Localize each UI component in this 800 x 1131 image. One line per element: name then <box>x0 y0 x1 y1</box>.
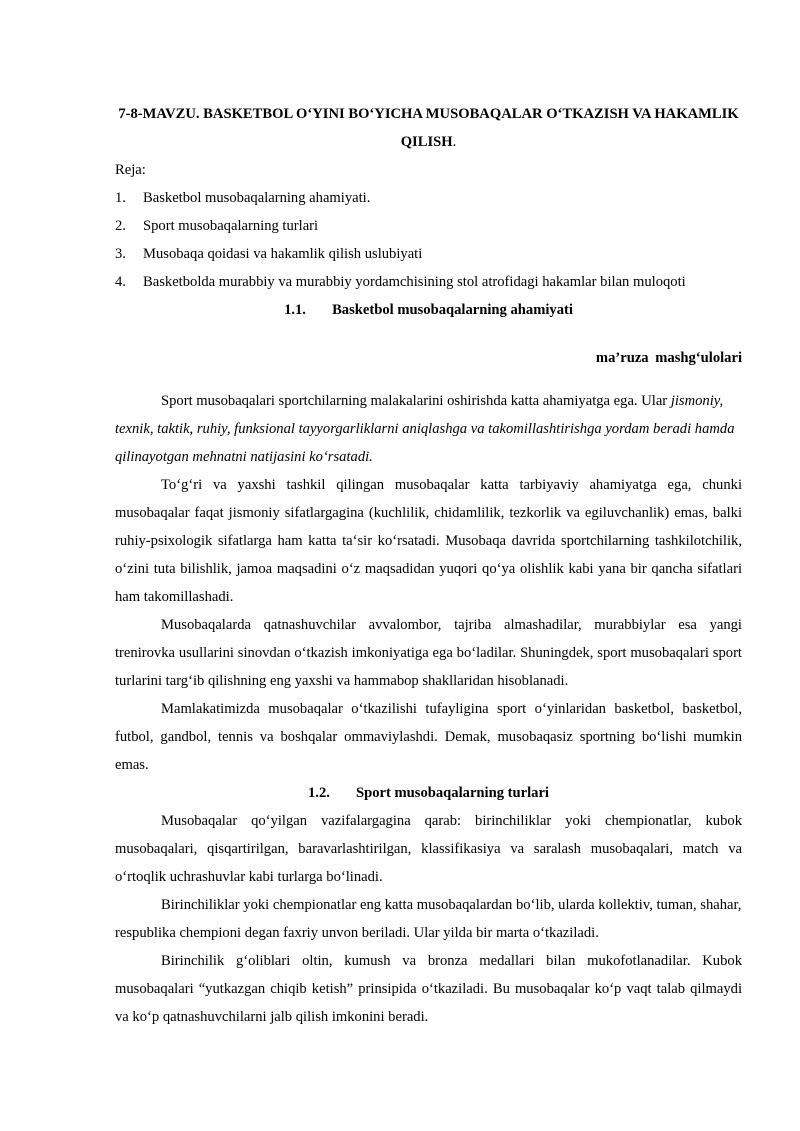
paragraph <box>115 387 742 471</box>
plan-item-number: 4. <box>115 274 126 290</box>
plan-item <box>115 212 742 240</box>
paragraph: Musobaqalar qo‘yilgan vazifalargagina qarab: birinchiliklar yoki chempionatlar, kubok musobaqalari, qisqartirilgan, baravarlashtirilgan, klassifikasiya va saralash musobaqalari, match va o‘rtoqlik uchrashuvlar kabi turlarga bo‘linadi. <box>115 812 742 885</box>
plan-item <box>115 240 742 268</box>
paragraph: Birinchilik g‘oliblari oltin, kumush va bronza medallari bilan mukofotlanadilar. Kubok musobaqalari “yutkazgan chiqib ketish” prinsipida o‘tkaziladi. Bu musobaqalar ko‘p vaqt talab qilmaydi va ko‘p qatnashuvchilarni jalb qilish imkonini beradi. <box>115 952 742 1025</box>
plan-item-number: 1. <box>115 190 126 206</box>
paragraph-italic-text: jismoniy, texnik, taktik, ruhiy, funksional tayyorgarliklarni aniqlashga va takomillashtirishga yordam beradi hamda qilinayotgan mehnatni natijasini ko‘rsatadi. <box>115 392 735 465</box>
plan-item-text: Sport musobaqalarning turlari <box>143 218 319 234</box>
plan-item-text: Basketbol musobaqalarning ahamiyati. <box>143 190 371 206</box>
paragraph: To‘g‘ri va yaxshi tashkil qilingan musobaqalar katta tarbiyaviy ahamiyatga ega, chunki musobaqalar faqat jismoniy sifatlargagina (kuchlilik, chidamlilik, tezkorlik va egiluvchanlik) emas, balki ruhiy-psixologik sifatlarga ham katta ta‘sir ko‘rsatadi. Musobaqa davrida sportchilarning tashkilotchilik, o‘zini tuta bilishlik, jamoa maqsadini o‘z maqsadidan yuqori qo‘ya olishlik kabi yana bir qancha sifatlari ham takomillashadi. <box>115 476 742 605</box>
plan-item <box>115 184 742 212</box>
section-title: Basketbol musobaqalarning ahamiyati <box>332 302 573 318</box>
paragraph: Birinchiliklar yoki chempionatlar eng katta musobaqalardan bo‘lib, ularda kollektiv, tuman, shahar, respublika chempioni degan faxriy unvon beriladi. Ular yilda bir marta o‘tkaziladi. <box>115 896 742 941</box>
section-heading-1-1 <box>115 296 742 324</box>
plan-item <box>115 268 742 296</box>
paragraph: Mamlakatimizda musobaqalar o‘tkazilishi tufayligina sport o‘yinlaridan basketbol, basketbol, futbol, gandbol, tennis va boshqalar ommaviylashdi. Demak, musobaqasiz sportning bo‘lishi mumkin emas. <box>115 700 742 773</box>
section-heading-1-2 <box>115 779 742 807</box>
section-number: 1.1. <box>284 302 306 318</box>
section-number: 1.2. <box>308 784 330 801</box>
page-title-dot: . <box>452 134 457 150</box>
plan-list <box>115 184 742 296</box>
plan-item-number: 3. <box>115 246 126 262</box>
plan-item-text: Musobaqa qoidasi va hakamlik qilish uslubiyati <box>143 246 423 262</box>
plan-item-text: Basketbolda murabbiy va murabbiy yordamchisining stol atrofidagi hakamlar bilan muloqoti <box>143 274 686 290</box>
plan-item-number: 2. <box>115 218 126 234</box>
document-page <box>115 100 742 1031</box>
page-title-text: 7-8-MAVZU. BASKETBOL O‘YINI BO‘YICHA MUSOBAQALAR O‘TKAZISH VA HAKAMLIK QILISH <box>118 106 739 150</box>
page-title <box>115 100 742 156</box>
paragraph: Musobaqalarda qatnashuvchilar avvalombor, tajriba almashadilar, murabbiylar esa yangi trenirovka usullarini sinovdan o‘tkazish imkoniyatiga ega bo‘ladilar. Shuningdek, sport musobaqalari sport turlarini targ‘ib qilishning eng yaxshi va hammabop shakllaridan hisoblanadi. <box>115 616 742 689</box>
lecture-label: ma’ruza mashg‘ulolari <box>595 350 742 366</box>
section-title: Sport musobaqalarning turlari <box>356 784 549 801</box>
paragraph-text: Sport musobaqalari sportchilarning malakalarini oshirishda katta ahamiyatga ega. Ular <box>161 392 671 409</box>
plan-label: Reja: <box>115 162 146 178</box>
